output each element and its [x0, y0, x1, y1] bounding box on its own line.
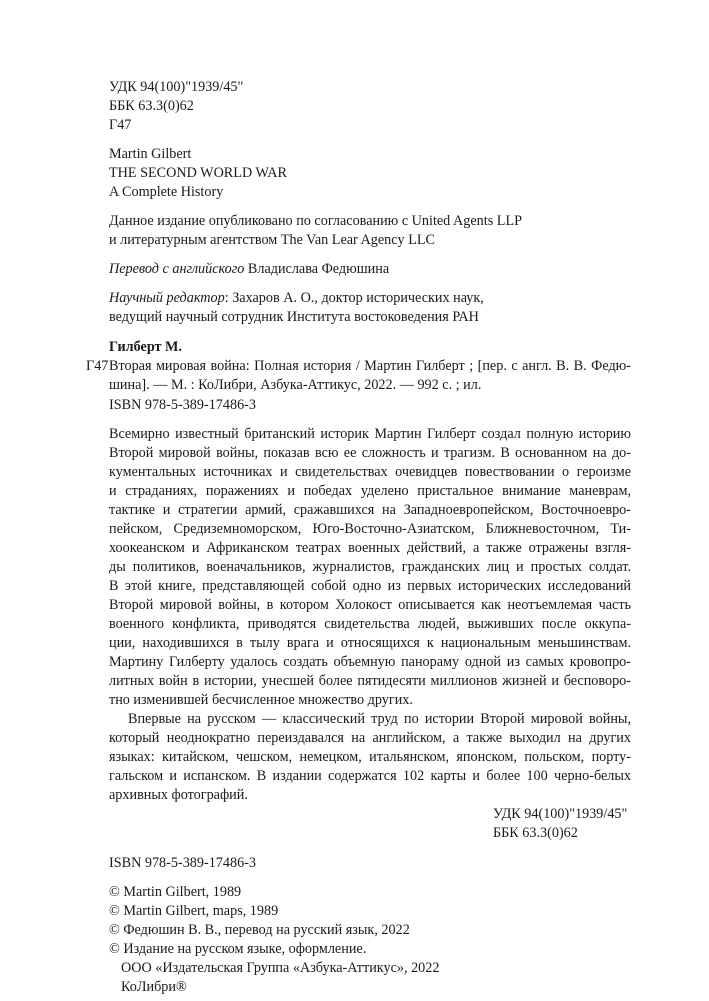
- annotation-line: ции, находившихся в тылу врага и относящихся к национальным меньшинствам.: [109, 635, 631, 651]
- annotation-line: хоокеанском и Африканском театрах военных действий, а также отражены взгля-: [109, 540, 631, 556]
- annotation-line: Впервые на русском — классический труд по истории Второй мировой войны,: [128, 711, 631, 727]
- annotation-line: и страданиях, поражениях и победах уделено пристальное внимание маневрам,: [109, 483, 631, 499]
- annotation-line: гальском и испанском. В издании содержатся 102 карты и более 100 черно-белых: [109, 768, 631, 784]
- editor-credit: [109, 289, 484, 308]
- bibliographic-shelf-mark: Г47: [86, 358, 109, 374]
- original-title: THE SECOND WORLD WAR: [109, 165, 288, 181]
- bibliographic-line: шина]. — М. : КоЛибри, Азбука-Аттикус, 2022. — 992 с. ; ил.: [109, 377, 482, 393]
- footer-bbk-code: ББК 63.3(0)62: [493, 825, 578, 841]
- copyright-line: ООО «Издательская Группа «Азбука-Аттикус», 2022: [121, 960, 440, 976]
- annotation-line: архивных фотографий.: [109, 787, 248, 803]
- annotation-line: пейском, Средиземноморском, Юго-Восточно-Азиатском, Ближневосточном, Ти-: [109, 521, 631, 537]
- copyright-line: © Федюшин В. В., перевод на русский язык, 2022: [109, 922, 410, 938]
- annotation-line: В этой книге, представляющей собой одно из первых исторических исследований: [109, 578, 631, 594]
- annotation-line: военного конфликта, приводятся свидетельства людей, выживших после оккупа-: [109, 616, 631, 632]
- bbk-code: ББК 63.3(0)62: [109, 98, 194, 114]
- isbn: ISBN 978-5-389-17486-3: [109, 855, 256, 871]
- copyright-line: © Martin Gilbert, maps, 1989: [109, 903, 279, 919]
- bibliographic-author-heading: Гилберт М.: [109, 339, 182, 355]
- annotation-line: Второй мировой войны, показав всю ее сложность и трагизм. В основанном на до-: [109, 445, 631, 461]
- editor-text: : Захаров А. О., доктор исторических наук,: [224, 290, 484, 306]
- copyright-line: © Martin Gilbert, 1989: [109, 884, 242, 900]
- annotation-line: тактике и стратегии армий, сражавшихся на Западноевропейском, Восточноевро-: [109, 502, 631, 518]
- original-author: Martin Gilbert: [109, 146, 192, 162]
- annotation-line: который неоднократно переиздавался на английском, а также выходил на других: [109, 730, 631, 746]
- footer-udk-code: УДК 94(100)"1939/45": [493, 806, 628, 822]
- author-shelf-mark: Г47: [109, 117, 132, 133]
- annotation-line: литных войн в истории, унесшей более пятидесяти миллионов жизней и бесповоро-: [109, 673, 631, 689]
- bibliographic-line: Вторая мировая война: Полная история / Мартин Гилберт ; [пер. с англ. В. В. Федю-: [109, 358, 631, 374]
- agreement-line: Данное издание опубликовано по согласованию с United Agents LLP: [109, 213, 523, 229]
- annotation-line: языках: китайском, чешском, немецком, итальянском, японском, польском, порту-: [109, 749, 631, 765]
- copyright-line: КоЛибри®: [121, 979, 187, 995]
- annotation-line: ды политиков, военачальников, журналистов, гражданских лиц и простых солдат.: [109, 559, 631, 575]
- translation-label: Перевод с английского: [109, 261, 245, 277]
- annotation-line: Мартину Гилберту удалось создать объемную панораму одной из самых кровопро-: [109, 654, 631, 670]
- editor-position: ведущий научный сотрудник Института востоковедения РАН: [109, 309, 479, 325]
- original-subtitle: A Complete History: [109, 184, 224, 200]
- annotation-line: Второй мировой войны, в котором Холокост описывается как неотъемлемая часть: [109, 597, 631, 613]
- annotation-line: кументальных источниках и свидетельствах очевидцев повествовании о героизме: [109, 464, 631, 480]
- translator-name: Владислава Федюшина: [247, 261, 390, 277]
- copyright-line: © Издание на русском языке, оформление.: [109, 941, 367, 957]
- annotation-line: Всемирно известный британский историк Мартин Гилберт создал полную историю: [109, 426, 631, 442]
- editor-label: Научный редактор: [109, 290, 225, 306]
- translator-credit: [109, 260, 389, 279]
- agreement-line: и литературным агентством The Van Lear Agency LLC: [109, 232, 435, 248]
- bibliographic-isbn: ISBN 978-5-389-17486-3: [109, 397, 256, 413]
- annotation-line: тно изменившей бесчисленное множество других.: [109, 692, 413, 708]
- udk-code: УДК 94(100)"1939/45": [109, 79, 244, 95]
